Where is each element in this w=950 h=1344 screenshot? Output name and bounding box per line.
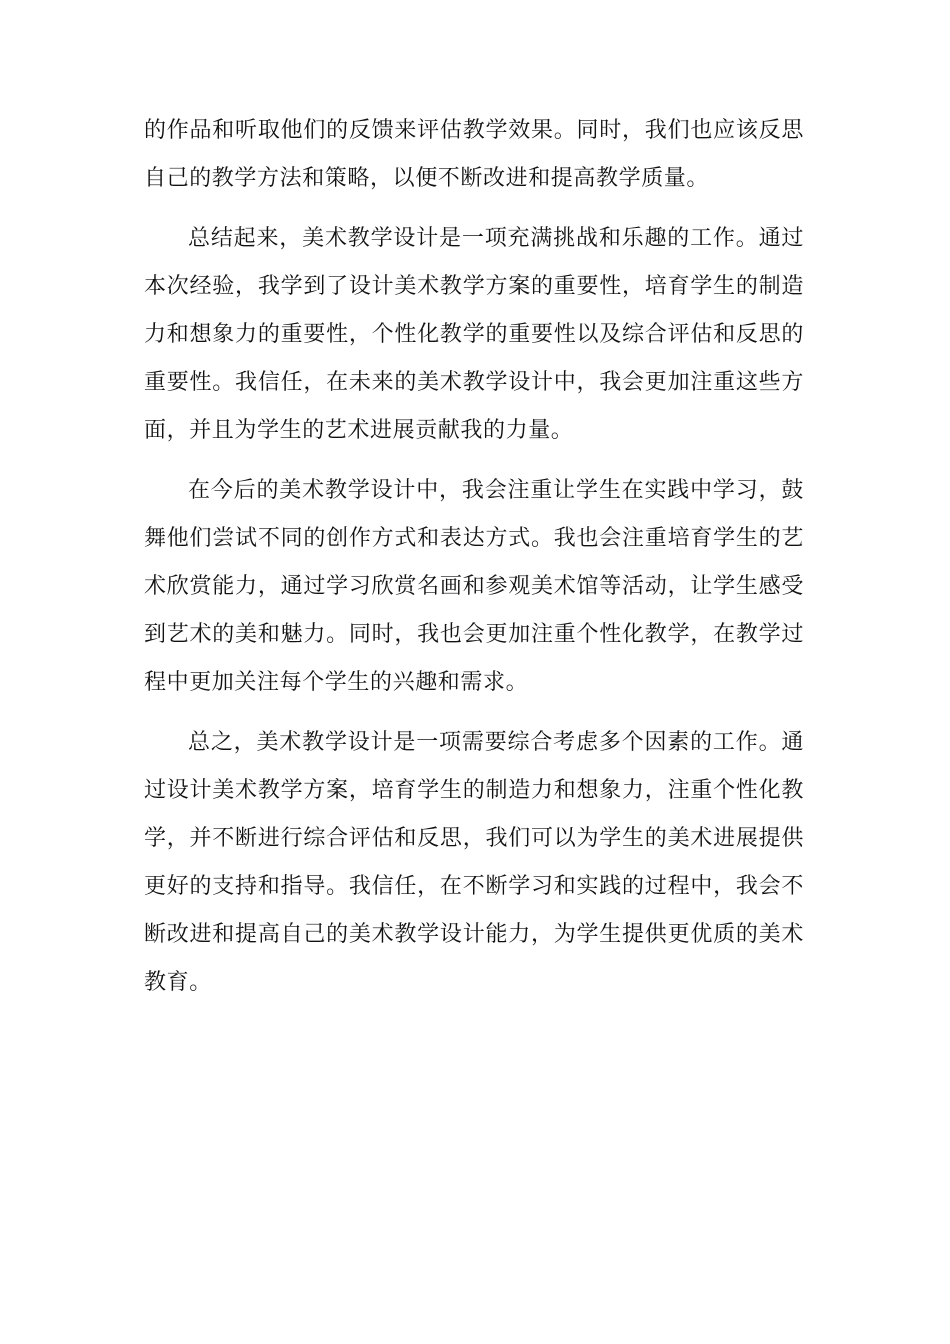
paragraph-future-plans: 在今后的美术教学设计中，我会注重让学生在实践中学习，鼓舞他们尝试不同的创作方式和表达方式。我也会注重培育学生的艺术欣赏能力，通过学习欣赏名画和参观美术馆等活动，让学生感受到艺术的美和魅力。同时，我也会更加注重个性化教学，在教学过程中更加关注每个学生的兴趣和需求。 [144, 478, 804, 695]
document-body [144, 107, 804, 1019]
paragraph-summary: 总结起来，美术教学设计是一项充满挑战和乐趣的工作。通过本次经验，我学到了设计美术教学方案的重要性，培育学生的制造力和想象力的重要性，个性化教学的重要性以及综合评估和反思的重要性。我信任，在未来的美术教学设计中，我会更加注重这些方面，并且为学生的艺术进展贡献我的力量。 [144, 226, 804, 443]
paragraph-continuation: 的作品和听取他们的反馈来评估教学效果。同时，我们也应该反思自己的教学方法和策略，以便不断改进和提高教学质量。 [144, 118, 804, 191]
paragraph-conclusion: 总之，美术教学设计是一项需要综合考虑多个因素的工作。通过设计美术教学方案，培育学生的制造力和想象力，注重个性化教学，并不断进行综合评估和反思，我们可以为学生的美术进展提供更好的支持和指导。我信任，在不断学习和实践的过程中，我会不断改进和提高自己的美术教学设计能力，为学生提供更优质的美术教育。 [144, 730, 804, 995]
